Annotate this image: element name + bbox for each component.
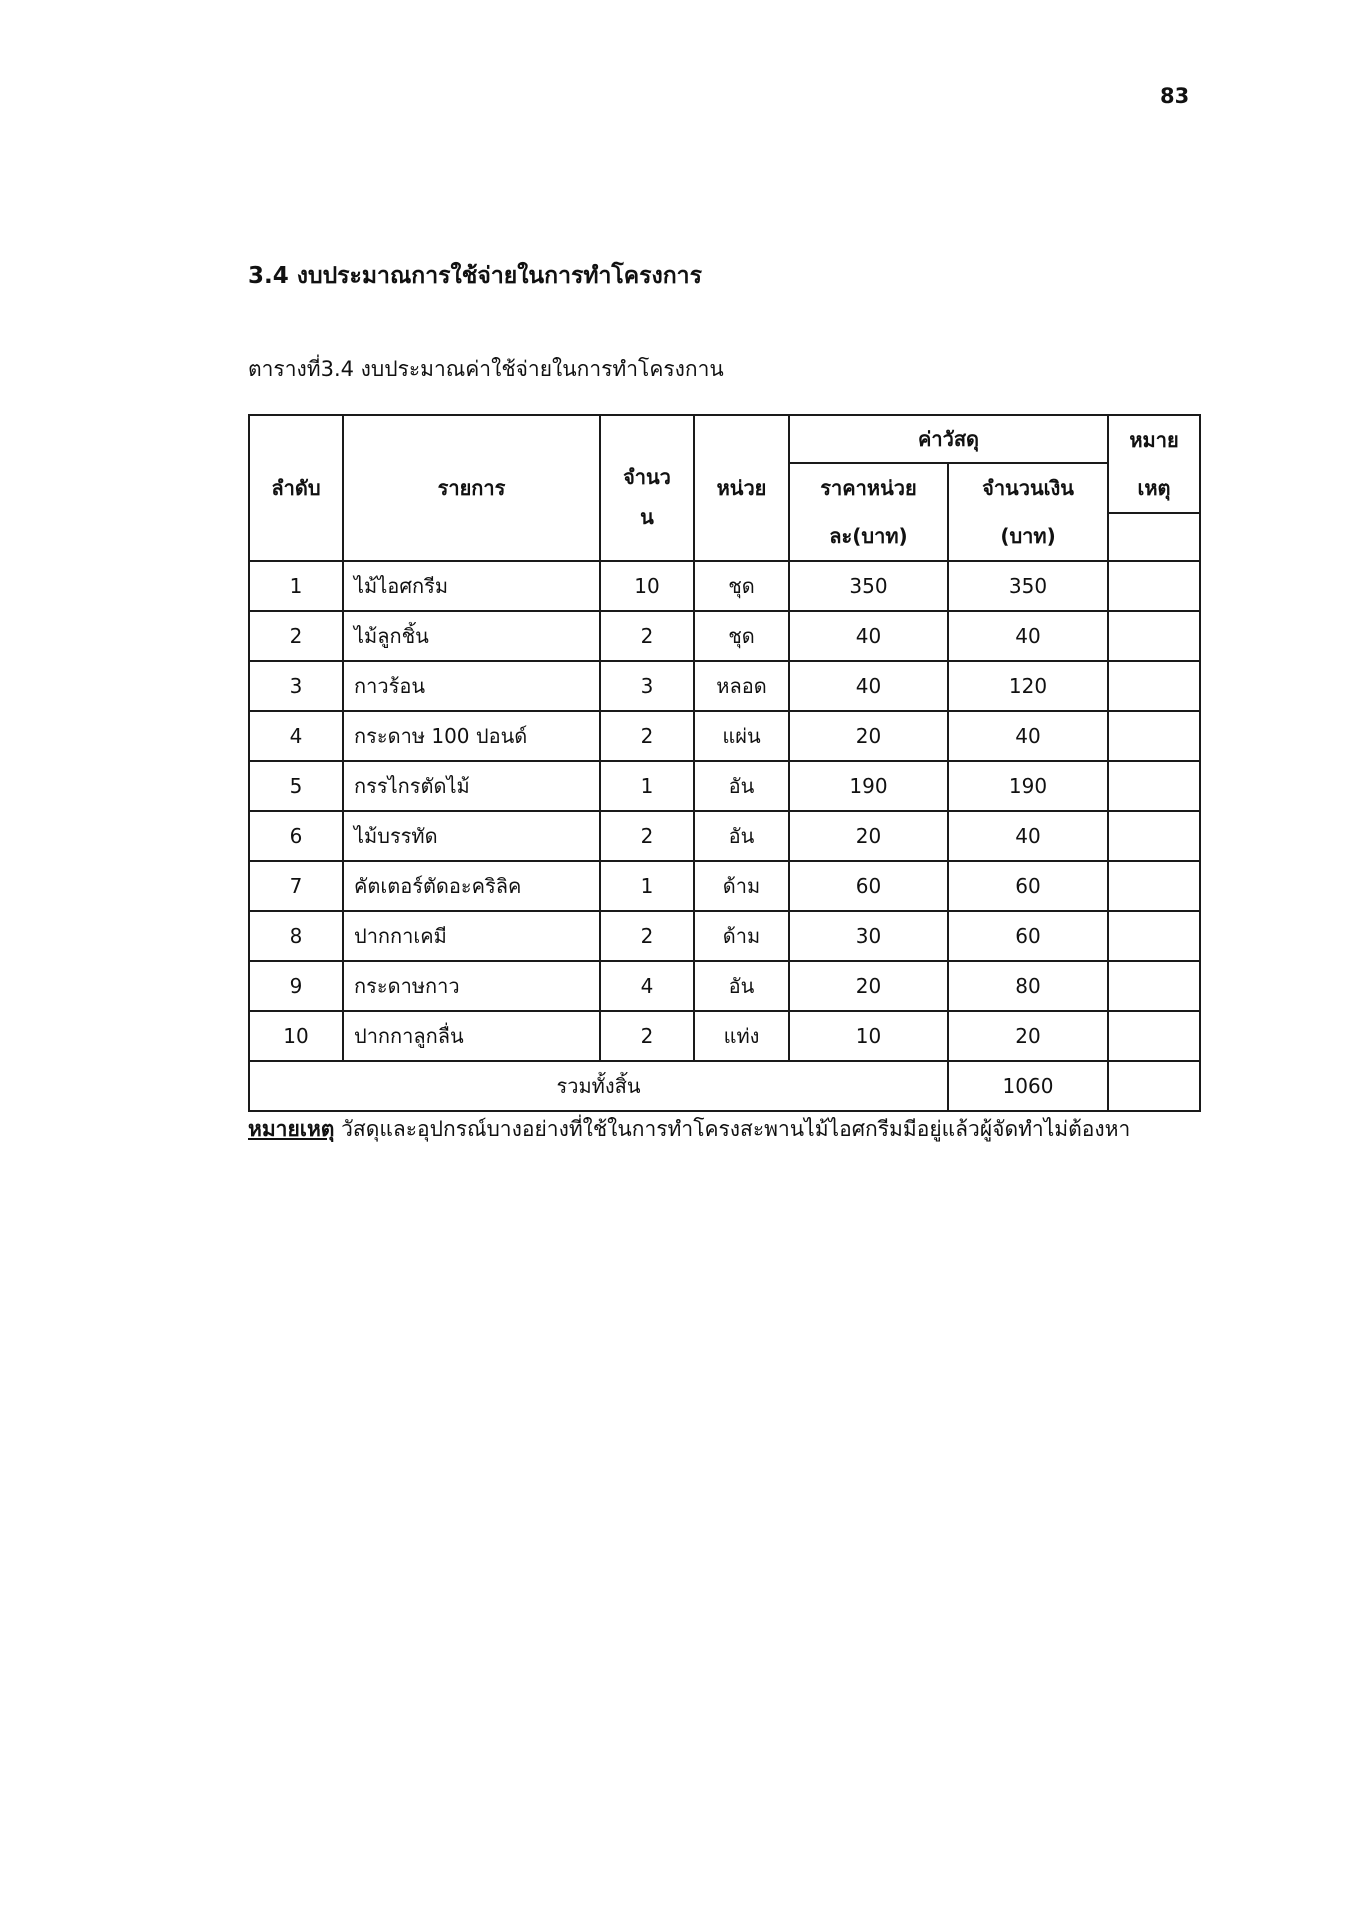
cell-amount: 60 [948, 861, 1108, 911]
table-row [249, 561, 1200, 611]
header-material-cost: ค่าวัสดุ [789, 415, 1108, 463]
cell-remark [1108, 611, 1200, 661]
cell-unit: หลอด [694, 661, 789, 711]
cell-amount: 40 [948, 811, 1108, 861]
cell-amount: 190 [948, 761, 1108, 811]
header-item: รายการ [343, 415, 600, 561]
cell-unit-price: 40 [789, 611, 948, 661]
cell-order: 4 [249, 711, 343, 761]
cell-item: ปากกาลูกลื่น [343, 1011, 600, 1061]
cell-item: ไม้บรรทัด [343, 811, 600, 861]
total-label: รวมทั้งสิ้น [249, 1061, 948, 1111]
cell-remark [1108, 711, 1200, 761]
header-remark-line2: เหตุ [1137, 476, 1171, 500]
cell-unit-price: 20 [789, 961, 948, 1011]
total-amount: 1060 [948, 1061, 1108, 1111]
header-amount [948, 463, 1108, 561]
total-remark [1108, 1061, 1200, 1111]
cell-unit-price: 10 [789, 1011, 948, 1061]
table-row [249, 661, 1200, 711]
header-unit-price-line1: ราคาหน่วย [820, 476, 917, 500]
cell-quantity: 2 [600, 1011, 694, 1061]
header-unit: หน่วย [694, 415, 789, 561]
cell-remark [1108, 661, 1200, 711]
total-row [249, 1061, 1200, 1111]
cell-unit: ชุด [694, 561, 789, 611]
note-label: หมายเหตุ [248, 1117, 335, 1141]
cell-remark [1108, 761, 1200, 811]
table-row [249, 861, 1200, 911]
cell-amount: 20 [948, 1011, 1108, 1061]
table-row [249, 761, 1200, 811]
cell-quantity: 4 [600, 961, 694, 1011]
note-text: วัสดุและอุปกรณ์บางอย่างที่ใช้ในการทำโครงสะพานไม้ไอศกรีมมีอยู่แล้วผู้จัดทำไม่ต้องหา [334, 1117, 1131, 1141]
cell-order: 10 [249, 1011, 343, 1061]
cell-order: 2 [249, 611, 343, 661]
cell-remark [1108, 1011, 1200, 1061]
cell-unit: ชุด [694, 611, 789, 661]
cell-remark [1108, 961, 1200, 1011]
cell-unit: อัน [694, 811, 789, 861]
header-amount-line2: (บาท) [1000, 524, 1056, 548]
table-row [249, 961, 1200, 1011]
cell-unit: อัน [694, 761, 789, 811]
cell-item: ไม้ลูกชิ้น [343, 611, 600, 661]
table-row [249, 811, 1200, 861]
table-row [249, 611, 1200, 661]
cell-unit-price: 350 [789, 561, 948, 611]
cell-quantity: 2 [600, 711, 694, 761]
cell-amount: 40 [948, 711, 1108, 761]
header-unit-price-line2: ละ(บาท) [829, 524, 908, 548]
cell-remark [1108, 811, 1200, 861]
page-number: 83 [1160, 84, 1190, 108]
cell-quantity: 2 [600, 911, 694, 961]
cell-unit: แผ่น [694, 711, 789, 761]
cell-item: กระดาษกาว [343, 961, 600, 1011]
cell-remark [1108, 561, 1200, 611]
cell-remark [1108, 911, 1200, 961]
cell-quantity: 2 [600, 811, 694, 861]
header-remark-continued [1108, 513, 1200, 561]
cell-unit-price: 60 [789, 861, 948, 911]
cell-unit: อัน [694, 961, 789, 1011]
cell-item: ปากกาเคมี [343, 911, 600, 961]
cell-item: ไม้ไอศกรีม [343, 561, 600, 611]
header-amount-line1: จำนวนเงิน [982, 476, 1074, 500]
cell-quantity: 10 [600, 561, 694, 611]
cell-quantity: 3 [600, 661, 694, 711]
cell-remark [1108, 861, 1200, 911]
cell-unit-price: 40 [789, 661, 948, 711]
header-remark-line1: หมาย [1129, 428, 1179, 452]
cell-quantity: 1 [600, 761, 694, 811]
cell-item: กาวร้อน [343, 661, 600, 711]
header-quantity-line1: จำนว [623, 465, 671, 489]
cell-unit-price: 20 [789, 811, 948, 861]
note [248, 1113, 1130, 1146]
header-quantity-line2: น [640, 505, 654, 529]
header-remark [1108, 415, 1200, 513]
header-unit-price [789, 463, 948, 561]
budget-table-body [249, 561, 1200, 1111]
cell-amount: 350 [948, 561, 1108, 611]
header-quantity [600, 415, 694, 561]
cell-order: 9 [249, 961, 343, 1011]
cell-unit: แท่ง [694, 1011, 789, 1061]
cell-amount: 60 [948, 911, 1108, 961]
cell-quantity: 2 [600, 611, 694, 661]
header-order: ลำดับ [249, 415, 343, 561]
cell-order: 8 [249, 911, 343, 961]
cell-amount: 80 [948, 961, 1108, 1011]
table-row [249, 1011, 1200, 1061]
cell-quantity: 1 [600, 861, 694, 911]
cell-order: 5 [249, 761, 343, 811]
table-caption: ตารางที่3.4 งบประมาณค่าใช้จ่ายในการทำโครงกาน [248, 357, 724, 381]
cell-unit-price: 190 [789, 761, 948, 811]
cell-item: กระดาษ 100 ปอนด์ [343, 711, 600, 761]
budget-table [248, 414, 1201, 1112]
cell-unit: ด้าม [694, 861, 789, 911]
cell-amount: 40 [948, 611, 1108, 661]
cell-order: 3 [249, 661, 343, 711]
cell-order: 7 [249, 861, 343, 911]
section-heading: 3.4 งบประมาณการใช้จ่ายในการทำโครงการ [248, 263, 702, 289]
cell-unit-price: 20 [789, 711, 948, 761]
cell-unit: ด้าม [694, 911, 789, 961]
cell-amount: 120 [948, 661, 1108, 711]
cell-item: คัตเตอร์ตัดอะคริลิค [343, 861, 600, 911]
cell-order: 6 [249, 811, 343, 861]
table-row [249, 711, 1200, 761]
table-row [249, 911, 1200, 961]
cell-item: กรรไกรตัดไม้ [343, 761, 600, 811]
cell-order: 1 [249, 561, 343, 611]
cell-unit-price: 30 [789, 911, 948, 961]
